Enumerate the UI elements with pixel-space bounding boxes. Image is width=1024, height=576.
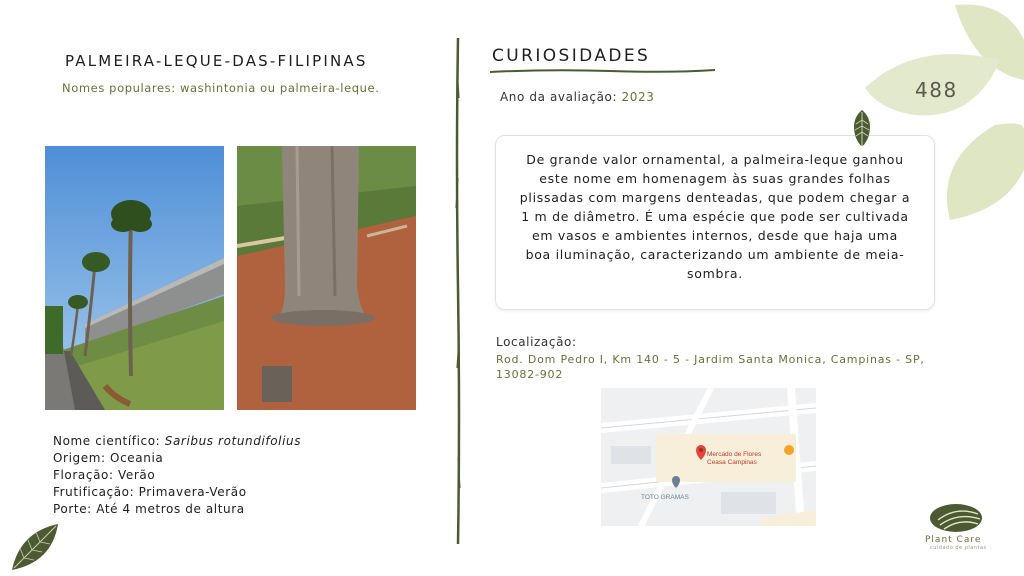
decorative-leaves [855, 0, 1024, 230]
location-map[interactable] [601, 388, 816, 526]
plant-title: PALMEIRA-LEQUE-DAS-FILIPINAS [65, 52, 368, 70]
year-value: 2023 [621, 90, 655, 104]
flowering-row: Floração: Verão [53, 468, 156, 482]
leaf-bottom-icon [10, 522, 60, 572]
evaluation-year [500, 90, 655, 104]
fruiting-row: Frutificação: Primavera-Verão [53, 485, 247, 499]
origin-row: Origem: Oceania [53, 451, 164, 465]
size-row: Porte: Até 4 metros de altura [53, 502, 245, 516]
scientific-name-row [53, 433, 301, 450]
popular-names: Nomes populares: washintonia ou palmeira-leque. [62, 81, 380, 95]
curiosities-heading: CURIOSIDADES [492, 46, 651, 66]
brand-name: Plant Care [925, 535, 982, 545]
vertical-divider [452, 38, 464, 544]
tree-number: 488 [915, 78, 958, 102]
heading-underline [490, 67, 715, 75]
curiosity-text: De grande valor ornamental, a palmeira-leque ganhou este nome em homenagem às suas grandes folhas plissadas com margens denteadas, que podem chegar a 1 m de diâmetro. É uma espécie que pode ser cultivada em vasos e ambientes internos, desde que haja uma boa iluminação, caracterizando um ambiente de meia-sombra. [519, 152, 911, 281]
photo-palms-row [45, 146, 224, 410]
location-label: Localização: [496, 335, 577, 349]
location-address: Rod. Dom Pedro I, Km 140 - 5 - Jardim Santa Monica, Campinas - SP, 13082-902 [496, 353, 925, 381]
scientific-name-value: Saribus rotundifolius [164, 434, 302, 448]
map-pin-label-2: Ceasa Campinas [707, 459, 757, 466]
scientific-name-label: Nome científico: [53, 434, 165, 448]
plant-facts [53, 433, 301, 518]
map-pin-label-1: Mercado de Flores [707, 451, 762, 458]
poi-icon [784, 445, 794, 455]
palm-leaf-icon [850, 108, 874, 148]
year-label: Ano da avaliação: [500, 90, 622, 104]
brand-tagline: cuidado de plantas [930, 545, 987, 551]
map-secondary-label: TOTO GRAMAS [641, 494, 689, 501]
photo-trunk-base [237, 146, 416, 410]
